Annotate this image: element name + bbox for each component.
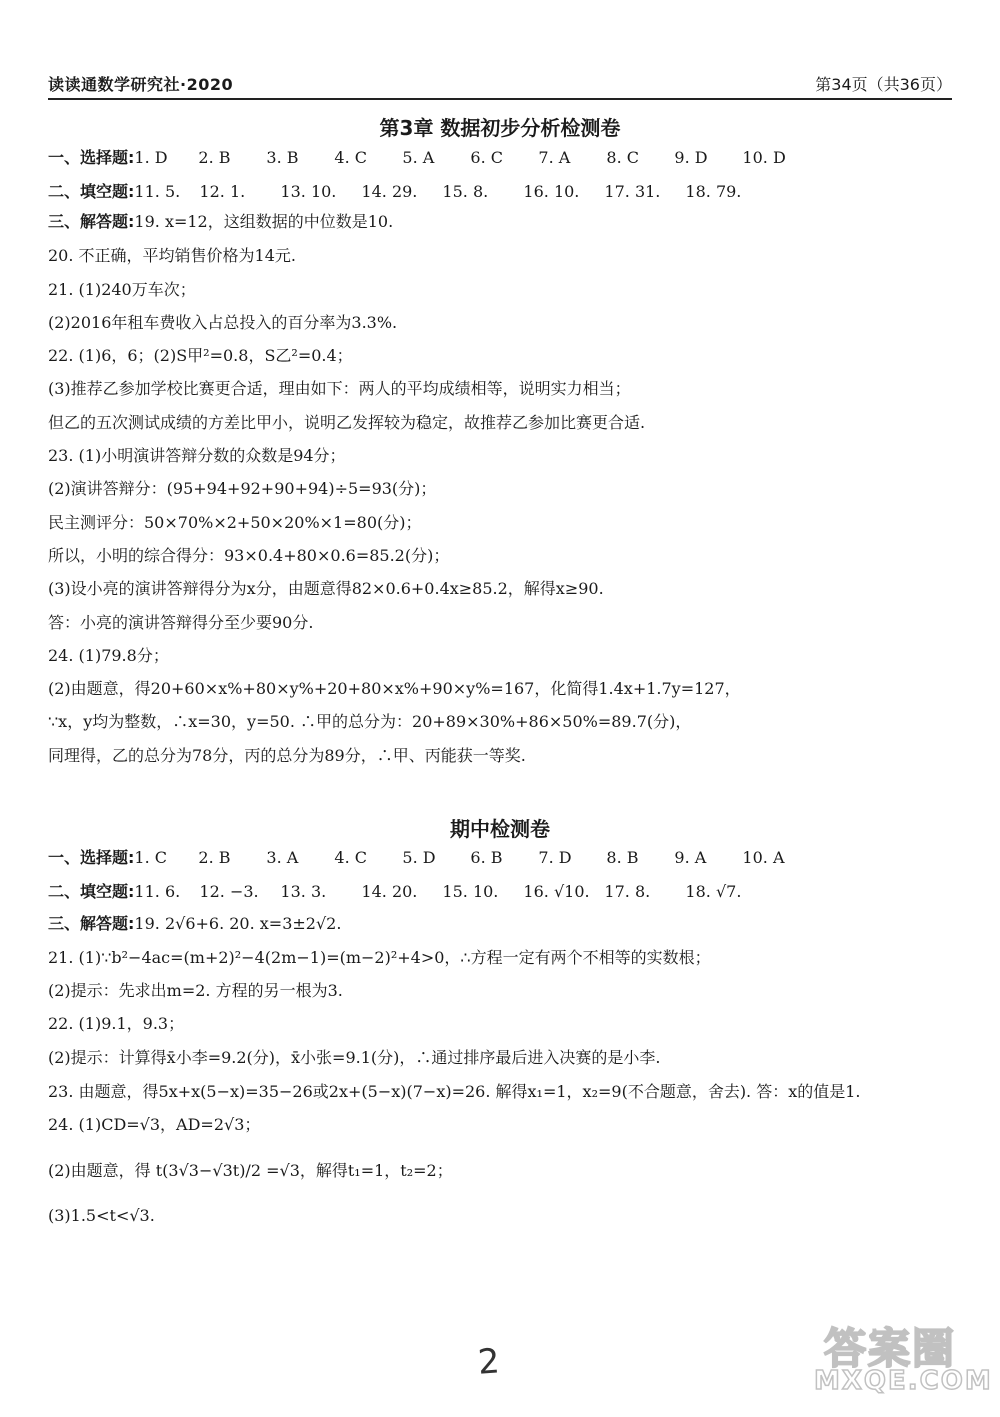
answer-item: 13. 3. bbox=[280, 882, 327, 901]
solve-lead: 三、解答题: bbox=[48, 914, 135, 933]
answer-line: 同理得，乙的总分为78分，丙的总分为89分，∴甲、丙能获一等奖. bbox=[48, 746, 526, 765]
answer-line: 所以，小明的综合得分：93×0.4+80×0.6=85.2(分)； bbox=[48, 546, 450, 565]
answer-item: 8. B bbox=[606, 848, 639, 867]
section-title-midterm: 期中检测卷 bbox=[450, 817, 550, 841]
answer-item: 16. 10. bbox=[523, 182, 580, 201]
answer-line: 24. (1)CD=√3，AD=2√3； bbox=[48, 1115, 261, 1134]
answer-line: 22. (1)6，6；(2)S甲²=0.8，S乙²=0.4； bbox=[48, 346, 353, 365]
choice-lead: 一、选择题: bbox=[48, 148, 135, 167]
answer-item: 17. 31. bbox=[604, 182, 661, 201]
publisher-label: 读读通数学研究社·2020 bbox=[48, 75, 234, 94]
answer-item: 15. 8. bbox=[442, 182, 489, 201]
answer-item: 4. C bbox=[334, 148, 367, 167]
choice-row bbox=[48, 147, 960, 169]
answer-item: 18. 79. bbox=[685, 182, 742, 201]
answer-line: (2)提示：先求出m=2. 方程的另一根为3. bbox=[48, 981, 343, 1000]
answer-item: 3. B bbox=[266, 148, 299, 167]
answer-item: 15. 10. bbox=[442, 882, 499, 901]
answer-line: 19. 2√6+6. 20. x=3±2√2. bbox=[134, 914, 342, 933]
answer-line: (2)演讲答辩分：(95+94+92+90+94)÷5=93(分)； bbox=[48, 479, 437, 498]
answer-line: (3)推荐乙参加学校比赛更合适，理由如下：两人的平均成绩相等，说明实力相当； bbox=[48, 379, 631, 398]
answer-item: 5. D bbox=[402, 848, 436, 867]
solve-lead: 三、解答题: bbox=[48, 212, 135, 231]
handwritten-page-mark: 2 bbox=[476, 1341, 502, 1383]
answer-item: 11. 5. bbox=[134, 182, 181, 201]
answer-item: 14. 29. bbox=[361, 182, 418, 201]
answer-item: 9. A bbox=[674, 848, 707, 867]
solve-row bbox=[48, 211, 960, 233]
answer-line: (3)1.5<t<√3. bbox=[48, 1206, 155, 1225]
answer-item: 18. √7. bbox=[685, 882, 742, 901]
solve-row bbox=[48, 913, 960, 935]
choice-row bbox=[48, 847, 960, 869]
answer-line: 但乙的五次测试成绩的方差比甲小，说明乙发挥较为稳定，故推荐乙参加比赛更合适. bbox=[48, 413, 646, 432]
answer-line: (2)由题意，得20+60×x%+80×y%+20+80×x%+90×y%=167，化简得1.4x+1.7y=127， bbox=[48, 679, 741, 698]
fill-lead: 二、填空题: bbox=[48, 182, 135, 201]
watermark-logo bbox=[784, 1316, 993, 1401]
page-number: 第34页（共36页） bbox=[815, 75, 952, 94]
answer-line: ∵x，y均为整数，∴x=30，y=50. ∴甲的总分为：20+89×30%+86×50%=89.7(分)， bbox=[48, 712, 692, 731]
answer-item: 7. A bbox=[538, 148, 571, 167]
answer-item: 12. 1. bbox=[199, 182, 246, 201]
answer-line: (2)2016年租车费收入占总投入的百分率为3.3%. bbox=[48, 313, 398, 332]
answer-line: 23. 由题意，得5x+x(5−x)=35−26或2x+(5−x)(7−x)=26. 解得x₁=1，x₂=9(不合题意，舍去). 答：x的值是1. bbox=[48, 1082, 861, 1101]
answer-item: 14. 20. bbox=[361, 882, 418, 901]
answer-item: 2. B bbox=[198, 148, 231, 167]
answer-item: 8. C bbox=[606, 148, 639, 167]
answer-item: 2. B bbox=[198, 848, 231, 867]
watermark-main-text: 答案圈 bbox=[824, 1324, 957, 1373]
answer-line: 20. 不正确，平均销售价格为14元. bbox=[48, 246, 296, 265]
answer-item: 9. D bbox=[674, 148, 708, 167]
answer-item: 3. A bbox=[266, 848, 299, 867]
answer-item: 13. 10. bbox=[280, 182, 337, 201]
answer-line: 24. (1)79.8分； bbox=[48, 646, 169, 665]
answer-item: 10. D bbox=[742, 148, 786, 167]
answer-line: 民主测评分：50×70%×2+50×20%×1=80(分)； bbox=[48, 513, 422, 532]
answer-line: (2)由题意，得 t(3√3−√3t)/2 =√3，解得t₁=1，t₂=2； bbox=[48, 1161, 453, 1180]
page-header bbox=[48, 70, 952, 100]
answer-line: 21. (1)∵b²−4ac=(m+2)²−4(2m−1)=(m−2)²+4>0，∴方程一定有两个不相等的实数根； bbox=[48, 948, 711, 967]
choice-lead: 一、选择题: bbox=[48, 848, 135, 867]
answer-item: 10. A bbox=[742, 848, 785, 867]
answer-item: 1. C bbox=[134, 848, 167, 867]
answer-item: 11. 6. bbox=[134, 882, 181, 901]
answer-item: 12. −3. bbox=[199, 882, 259, 901]
answer-item: 4. C bbox=[334, 848, 367, 867]
fill-row bbox=[48, 181, 960, 203]
fill-lead: 二、填空题: bbox=[48, 882, 135, 901]
answer-line: (2)提示：计算得x̄小李=9.2(分)，x̄小张=9.1(分)，∴通过排序最后进入决赛的是小李. bbox=[48, 1048, 661, 1067]
answer-line: 21. (1)240万车次； bbox=[48, 280, 196, 299]
answer-line: 答：小亮的演讲答辩得分至少要90分. bbox=[48, 613, 314, 632]
section-title-chapter3: 第3章 数据初步分析检测卷 bbox=[379, 116, 621, 140]
watermark-site-text: MXQE.COM bbox=[814, 1366, 993, 1396]
answer-line: 22. (1)9.1，9.3； bbox=[48, 1014, 185, 1033]
answer-item: 7. D bbox=[538, 848, 572, 867]
fill-row bbox=[48, 881, 960, 903]
answer-item: 6. C bbox=[470, 148, 503, 167]
answer-item: 16. √10. bbox=[523, 882, 590, 901]
answer-item: 6. B bbox=[470, 848, 503, 867]
answer-line: 19. x=12，这组数据的中位数是10. bbox=[134, 212, 394, 231]
answer-item: 5. A bbox=[402, 148, 435, 167]
answer-line: 23. (1)小明演讲答辩分数的众数是94分； bbox=[48, 446, 346, 465]
answer-line: (3)设小亮的演讲答辩得分为x分，由题意得82×0.6+0.4x≥85.2，解得x≥90. bbox=[48, 579, 604, 598]
answer-item: 1. D bbox=[134, 148, 168, 167]
answer-item: 17. 8. bbox=[604, 882, 651, 901]
